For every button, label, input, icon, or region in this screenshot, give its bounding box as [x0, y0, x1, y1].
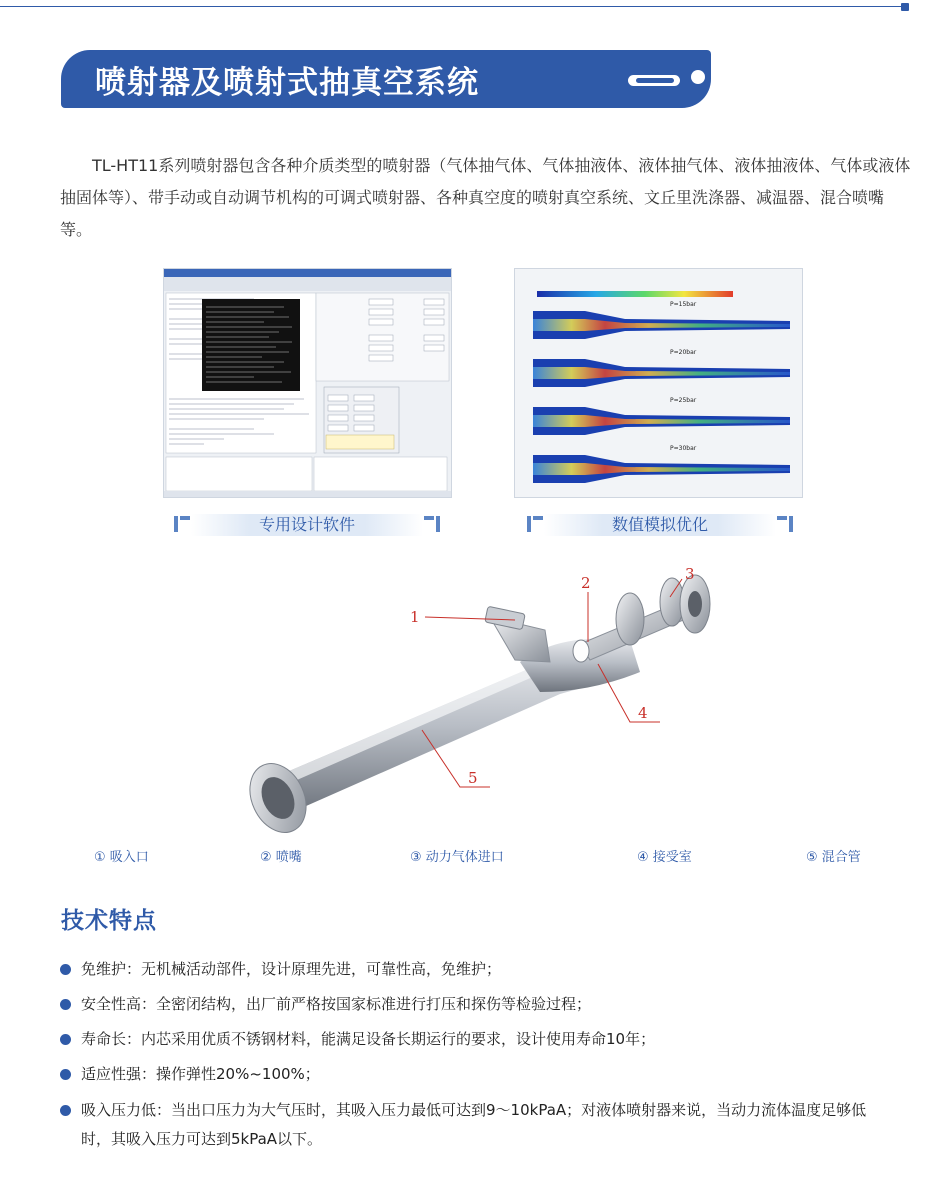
cfd-contour-plots	[515, 269, 802, 497]
bullet-icon	[60, 999, 71, 1010]
design-software-screenshot	[163, 268, 452, 498]
feature-text: 寿命长：内芯采用优质不锈钢材料，能满足设备长期运行的要求，设计使用寿命10年；	[81, 1030, 656, 1048]
part-label-mixing-tube: ⑤ 混合管	[806, 850, 861, 865]
features-heading: 技术特点	[61, 908, 157, 934]
intro-paragraph: TL-HT11系列喷射器包含各种介质类型的喷射器（气体抽气体、气体抽液体、液体抽气体、液体抽液体、气体或液体抽固体等）、带手动或自动调节机构的可调式喷射器、各种真空度的喷射真空系统、文丘里洗涤器、减温器、混合喷嘴等。	[60, 156, 911, 239]
sim-panel-title: P=15bar	[670, 301, 697, 308]
callout-2: 2	[581, 574, 591, 592]
feature-text: 安全性高：全密闭结构，出厂前严格按国家标准进行打压和探伤等检验过程；	[81, 995, 592, 1013]
part-label-nozzle: ② 喷嘴	[260, 850, 302, 865]
ejector-cutaway-diagram	[160, 552, 800, 842]
feature-text: 免维护：无机械活动部件，设计原理先进，可靠性高，免维护；	[81, 960, 502, 978]
banner-decoration-icon	[628, 70, 708, 90]
sim-panel-group	[533, 311, 790, 483]
bullet-icon	[60, 1034, 71, 1045]
page-title: 喷射器及喷射式抽真空系统	[95, 64, 479, 101]
part-label-suction-inlet: ① 吸入口	[94, 850, 149, 865]
simulation-contours-image	[514, 268, 803, 498]
callout-4: 4	[638, 704, 648, 722]
part-label-motive-gas-inlet: ③ 动力气体进口	[410, 850, 504, 865]
feature-item	[60, 1060, 890, 1089]
bullet-icon	[60, 1069, 71, 1080]
sim-panel-title: P=30bar	[670, 445, 697, 452]
feature-item	[60, 955, 890, 984]
feature-text: 适应性强：操作弹性20%~100%；	[81, 1065, 320, 1083]
simulation-caption: 数值模拟优化	[611, 515, 708, 534]
callout-1: 1	[410, 608, 420, 626]
sim-panel-title: P=20bar	[670, 349, 697, 356]
top-rule-end-mark	[901, 3, 909, 11]
part-label-receiving-chamber: ④ 接受室	[637, 850, 692, 865]
simulation-caption-bar	[519, 512, 801, 538]
callout-5: 5	[468, 769, 478, 787]
title-banner	[61, 50, 711, 108]
top-rule	[0, 6, 905, 7]
software-window-illustration	[164, 269, 451, 497]
bullet-icon	[60, 1105, 71, 1116]
software-caption: 专用设计软件	[258, 515, 355, 534]
software-caption-bar	[166, 512, 448, 538]
feature-item	[60, 1096, 890, 1154]
feature-text: 吸入压力低：当出口压力为大气压时，其吸入压力最低可达到9～10kPaA；对液体喷射器来说，当动力流体温度足够低时，其吸入压力可达到5kPaA以下。	[81, 1101, 867, 1148]
callout-3: 3	[685, 565, 695, 583]
bullet-icon	[60, 964, 71, 975]
feature-item	[60, 1025, 890, 1054]
sim-panel-title: P=25bar	[670, 397, 697, 404]
feature-item	[60, 990, 890, 1019]
